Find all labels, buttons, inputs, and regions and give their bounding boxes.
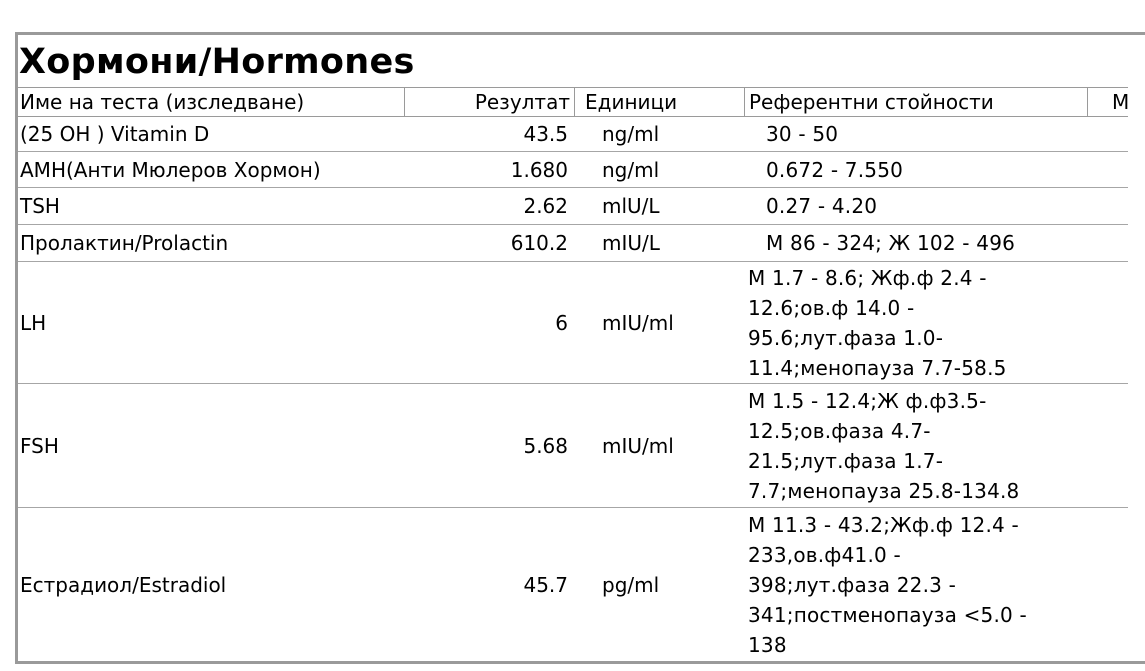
table-row bbox=[18, 117, 1128, 152]
test-name: Пролактин/Prolactin bbox=[20, 231, 229, 255]
test-units: mIU/L bbox=[602, 231, 660, 255]
test-reference bbox=[748, 262, 1088, 383]
reference-text: 0.672 - 7.550 bbox=[766, 157, 904, 182]
test-units: mIU/ml bbox=[602, 433, 674, 458]
test-units: mIU/ml bbox=[602, 310, 674, 335]
table-row bbox=[18, 225, 1128, 262]
test-result: 610.2 bbox=[510, 231, 568, 255]
test-result: 2.62 bbox=[523, 194, 568, 218]
table-row bbox=[18, 262, 1128, 384]
reference-text: М 1.5 - 12.4;Ж ф.ф3.5- 12.5;ов.фаза 4.7- 21.5;лут.фаза 1.7- 7.7;менопауза 25.8-134.8 bbox=[748, 388, 1020, 503]
test-result: 5.68 bbox=[523, 433, 568, 458]
table-row bbox=[18, 384, 1128, 508]
test-units: pg/ml bbox=[602, 572, 660, 597]
test-reference bbox=[748, 225, 1088, 261]
test-units: ng/ml bbox=[602, 122, 660, 146]
table-row bbox=[18, 508, 1128, 661]
test-name: Естрадиол/Estradiol bbox=[20, 572, 227, 597]
test-name: (25 OH ) Vitamin D bbox=[20, 122, 210, 146]
column-header-result: Резултат bbox=[405, 87, 575, 117]
section-title: Хормони/Hormones bbox=[19, 42, 415, 82]
test-result: 6 bbox=[555, 310, 568, 335]
reference-text: М 11.3 - 43.2;Жф.ф 12.4 - 233,ов.ф41.0 - 398;лут.фаза 22.3 - 341;постменопауза <5.0 - 138 bbox=[748, 512, 1027, 657]
test-result: 45.7 bbox=[523, 572, 568, 597]
test-name: LH bbox=[20, 310, 47, 335]
reference-text: М 1.7 - 8.6; Жф.ф 2.4 - 12.6;ов.ф 14.0 - 95.6;лут.фаза 1.0- 11.4;менопауза 7.7-58.5 bbox=[748, 265, 1007, 380]
column-header-extra: М bbox=[1088, 87, 1128, 117]
reference-text: М 86 - 324; Ж 102 - 496 bbox=[766, 231, 1016, 255]
table-row bbox=[18, 188, 1128, 225]
column-header-units: Единици bbox=[575, 87, 745, 117]
test-name: FSH bbox=[20, 433, 59, 458]
column-header-test-name: Име на теста (изследване) bbox=[18, 87, 405, 117]
test-units: ng/ml bbox=[602, 157, 660, 182]
test-reference bbox=[748, 384, 1088, 507]
test-name: АМН(Анти Мюлеров Хормон) bbox=[20, 157, 321, 182]
test-units: mlU/L bbox=[602, 194, 660, 218]
reference-text: 30 - 50 bbox=[766, 122, 839, 146]
test-reference bbox=[748, 152, 1088, 187]
test-name: TSH bbox=[20, 194, 60, 218]
table-row bbox=[18, 152, 1128, 188]
test-reference bbox=[748, 508, 1088, 661]
test-reference bbox=[748, 117, 1088, 151]
test-result: 1.680 bbox=[510, 157, 568, 182]
test-reference bbox=[748, 188, 1088, 224]
column-header-reference: Референтни стойности bbox=[745, 87, 1088, 117]
test-result: 43.5 bbox=[523, 122, 568, 146]
reference-text: 0.27 - 4.20 bbox=[766, 194, 878, 218]
